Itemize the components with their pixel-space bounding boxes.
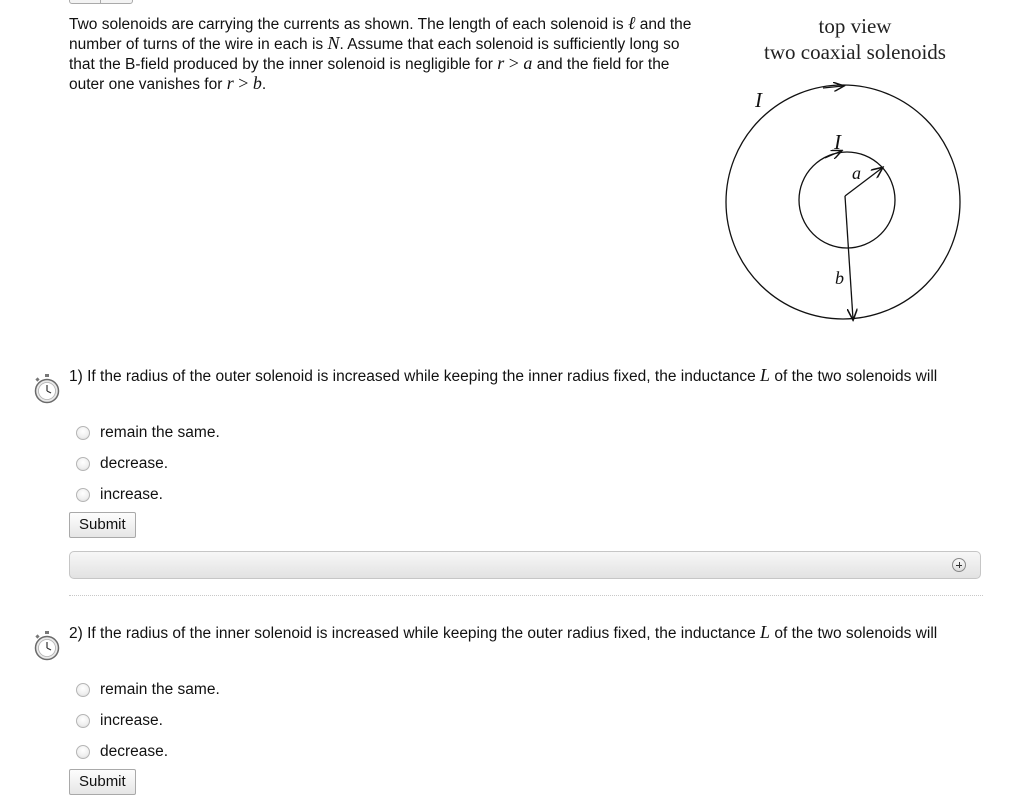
hint-expander-bar[interactable] [69, 551, 981, 579]
symbol-b: b [252, 73, 262, 93]
problem-statement [69, 14, 709, 94]
radio-button[interactable] [76, 457, 90, 471]
intro-text-2: and the number of turns of the wire in each is [69, 16, 692, 53]
outer-current-label: I [755, 88, 762, 112]
radio-button[interactable] [76, 714, 90, 728]
question-2-option-1[interactable] [76, 679, 220, 701]
option-label: increase. [100, 712, 163, 729]
question-1-prompt [69, 366, 1009, 386]
top-button-group-edge[interactable] [69, 0, 133, 4]
radius-a-arrow [845, 168, 882, 196]
question-1-text-after: of the two solenoids will [770, 368, 938, 385]
question-2 [30, 623, 990, 800]
radio-button[interactable] [76, 488, 90, 502]
option-label: decrease. [100, 455, 169, 472]
inner-current-label: I [834, 130, 841, 154]
symbol-a: a [523, 53, 533, 73]
intro-text-1: Two solenoids are carrying the currents as shown. The length of each solenoid is [69, 16, 628, 33]
question-2-submit-button[interactable]: Submit [69, 769, 136, 795]
radio-button[interactable] [76, 745, 90, 759]
question-1-option-3[interactable] [76, 484, 163, 506]
question-2-prompt [69, 623, 1009, 643]
question-1 [30, 366, 990, 546]
radio-button[interactable] [76, 426, 90, 440]
option-label: decrease. [100, 743, 169, 760]
figure-title-top-view: top view [818, 14, 892, 38]
symbol-r-1: r [497, 53, 505, 73]
question-2-number: 2) [69, 625, 83, 642]
question-1-text-before: If the radius of the outer solenoid is increased while keeping the inner radius fixed, the inductance [82, 368, 761, 385]
symbol-N: N [327, 33, 340, 53]
question-divider [69, 595, 983, 596]
option-label: remain the same. [100, 424, 220, 441]
question-1-submit-button[interactable]: Submit [69, 512, 136, 538]
question-2-text-after: of the two solenoids will [770, 625, 938, 642]
intro-text-3: . Assume that each solenoid is sufficiently long so that the B-field produced by the inner solenoid is negligible for [69, 36, 680, 73]
question-2-option-2[interactable] [76, 710, 163, 732]
symbol-ell: ℓ [627, 13, 636, 33]
option-label: increase. [100, 486, 163, 503]
figure-title-coaxial: two coaxial solenoids [764, 40, 946, 64]
solenoid-figure [715, 8, 1015, 338]
symbol-r-2: r [226, 73, 234, 93]
intro-text-4: and the field for the outer one vanishes for [69, 56, 670, 93]
option-label: remain the same. [100, 681, 220, 698]
stopwatch-icon [34, 374, 60, 404]
question-1-option-2[interactable] [76, 453, 168, 475]
question-1-number: 1) [69, 368, 83, 385]
question-2-text-before: If the radius of the inner solenoid is increased while keeping the outer radius fixed, the inductance [82, 625, 761, 642]
radius-a-label: a [852, 163, 861, 183]
radius-b-arrow [845, 196, 853, 319]
question-1-option-1[interactable] [76, 422, 220, 444]
symbol-gt-1: > [504, 53, 524, 73]
question-1-symbol-L: L [760, 365, 771, 385]
stopwatch-icon [34, 631, 60, 661]
question-2-option-3[interactable] [76, 741, 168, 763]
radio-button[interactable] [76, 683, 90, 697]
question-2-symbol-L: L [760, 622, 771, 642]
plus-circle-icon[interactable] [952, 558, 966, 572]
coaxial-solenoids-diagram [715, 8, 1015, 338]
symbol-gt-2: > [233, 73, 253, 93]
radius-b-label: b [835, 268, 844, 288]
intro-text-5: . [261, 76, 267, 93]
